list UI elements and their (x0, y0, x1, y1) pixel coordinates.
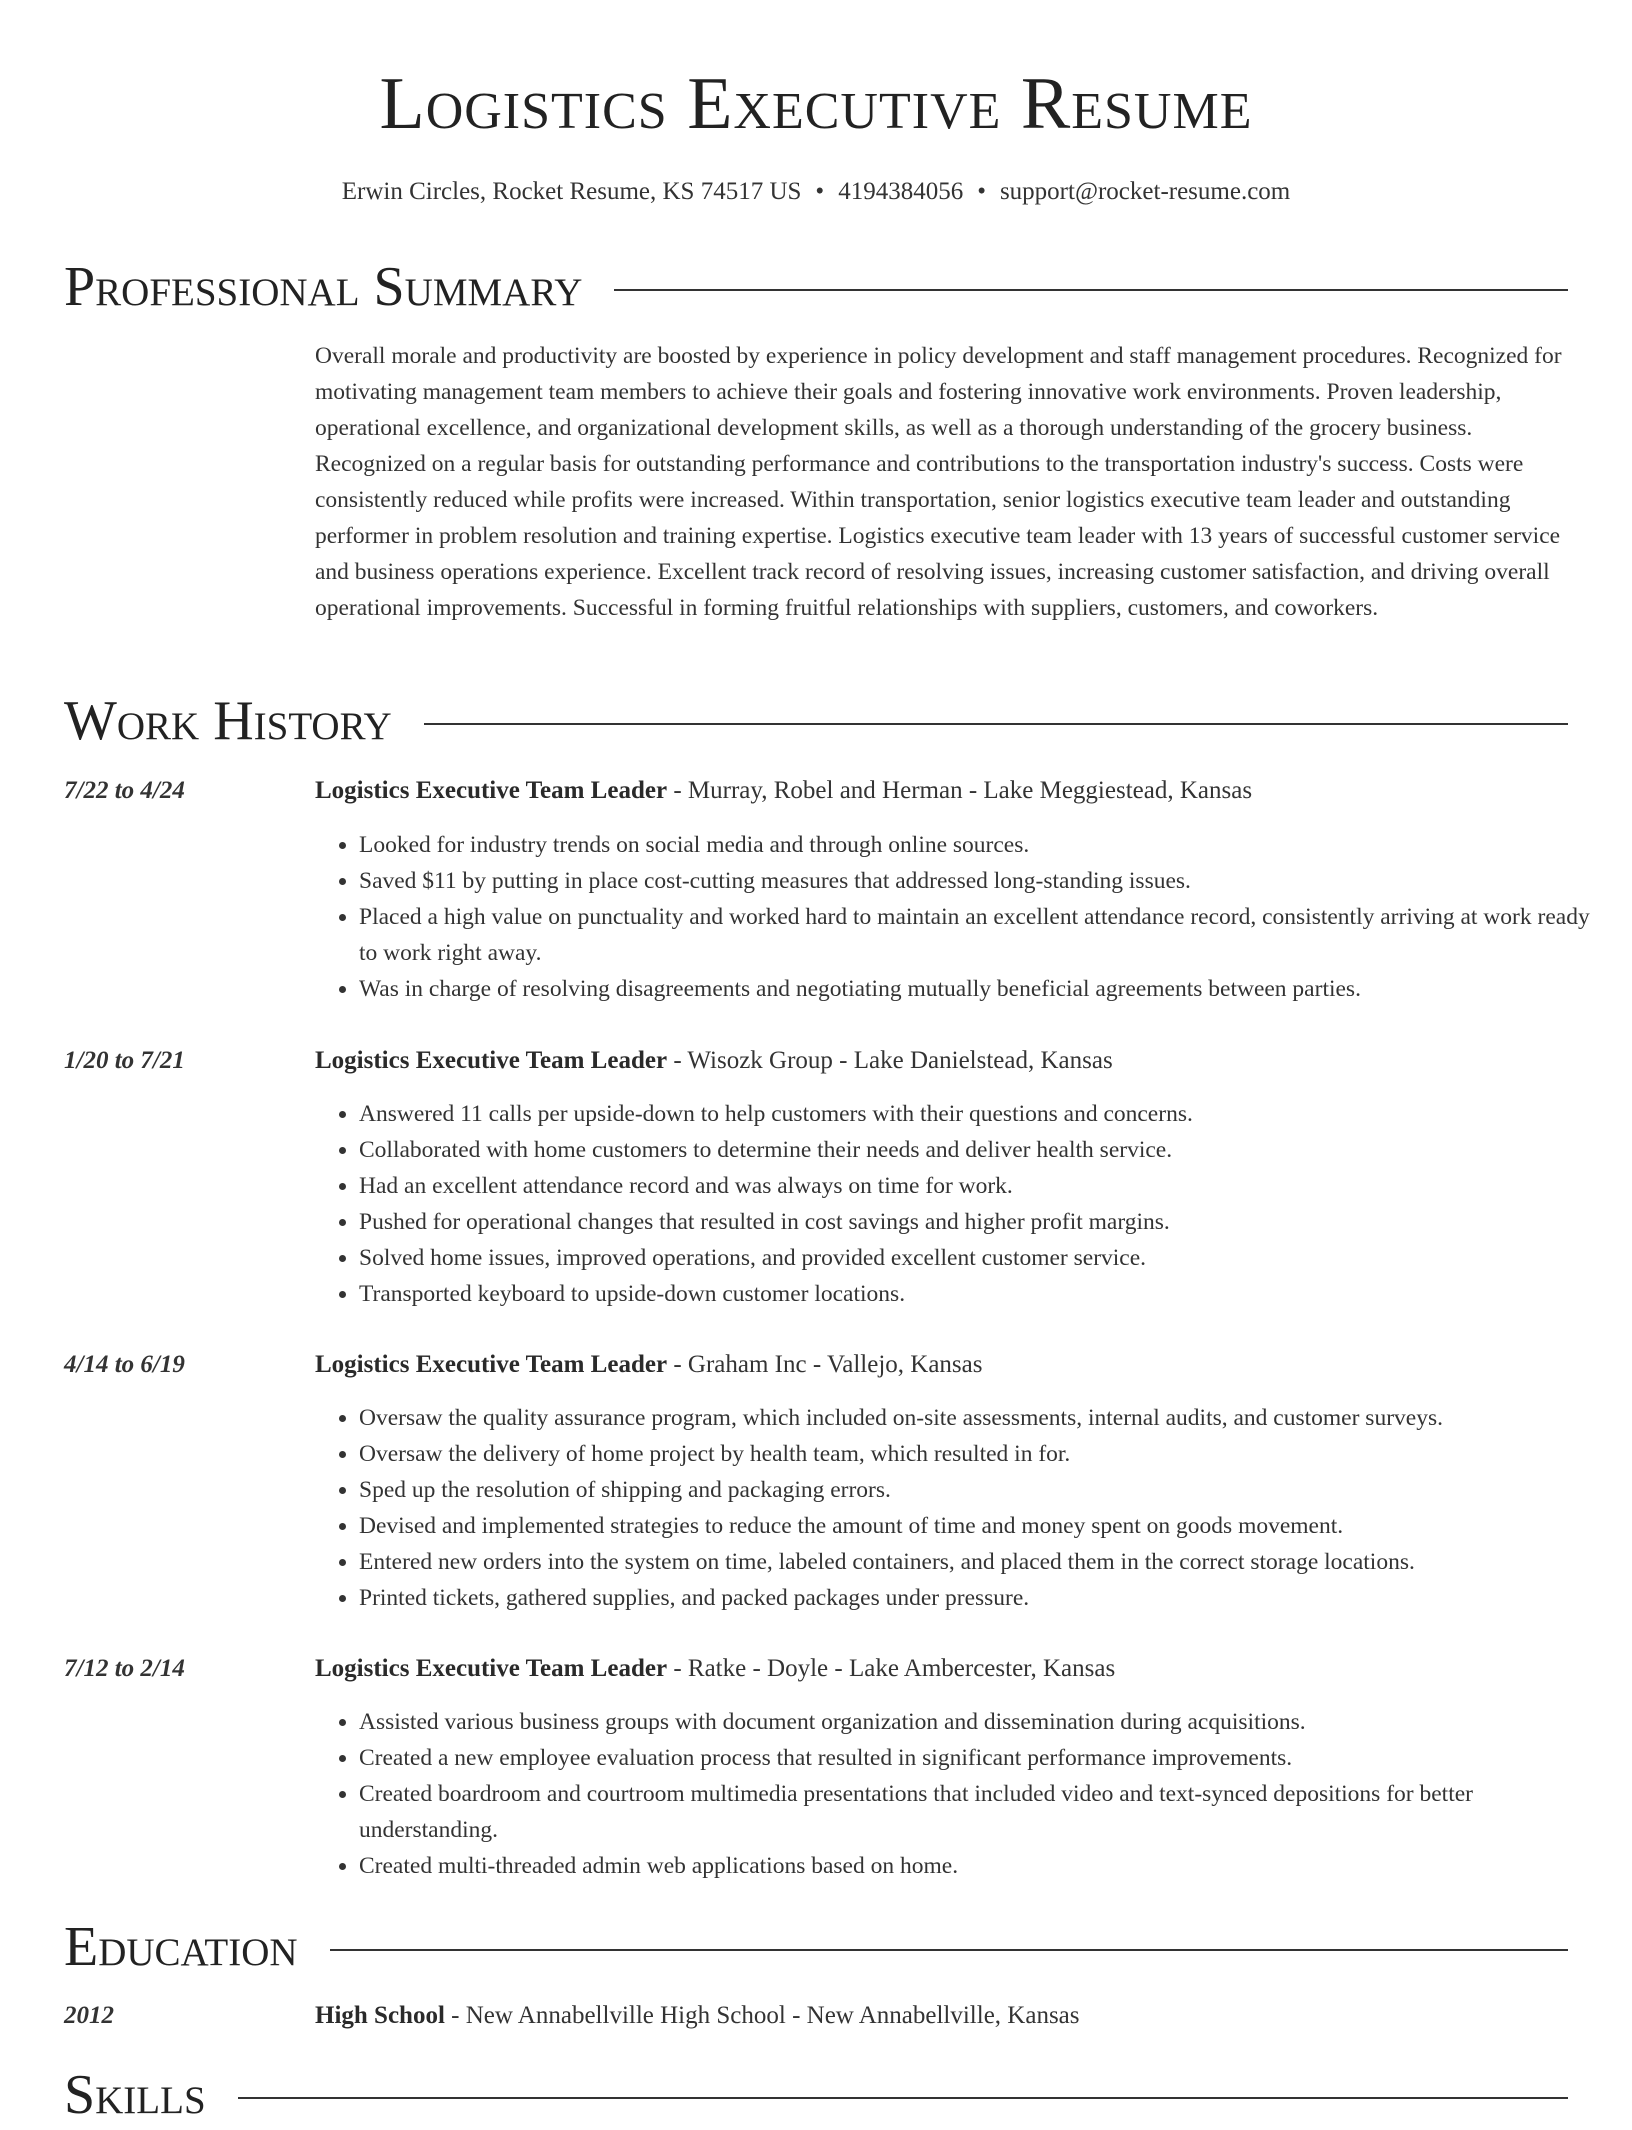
job-title: Logistics Executive Team Leader (315, 1655, 668, 1682)
job-dates: 7/22 to 4/24 (64, 777, 185, 804)
education-year: 2012 (64, 2002, 114, 2029)
job-bullet: • Pushed for operational changes that resulted in cost savings and higher profit margins. (359, 1204, 1611, 1240)
contact-line (0, 172, 1632, 212)
contact-separator: • (977, 178, 986, 205)
education-degree: High School (315, 2002, 445, 2029)
job-bullet: • Had an excellent attendance record and was always on time for work. (359, 1168, 1611, 1204)
section-header-summary (64, 252, 1568, 322)
job-dates: 1/20 to 7/21 (64, 1047, 185, 1074)
job-employer: - Graham Inc - Vallejo, Kansas (667, 1351, 983, 1378)
job-bullets (315, 827, 1611, 1007)
job-title: Logistics Executive Team Leader (315, 1047, 668, 1074)
job-bullet: • Printed tickets, gathered supplies, and packed packages under pressure. (359, 1580, 1611, 1616)
section-title-skills: Skills (64, 2064, 206, 2126)
section-header-education (64, 1912, 1568, 1982)
job-bullet: • Collaborated with home customers to determine their needs and deliver health service. (359, 1132, 1611, 1168)
job-bullets (315, 1704, 1611, 1884)
job-bullet: • Saved $11 by putting in place cost-cutting measures that addressed long-standing issues. (359, 863, 1611, 899)
job-title: Logistics Executive Team Leader (315, 1351, 668, 1378)
job-bullet: • Created boardroom and courtroom multimedia presentations that included video and text-synced depositions for better understanding. (359, 1776, 1611, 1848)
section-title-summary: Professional Summary (64, 256, 583, 318)
section-divider (614, 289, 1568, 291)
job-bullet: • Created multi-threaded admin web applications based on home. (359, 1848, 1611, 1884)
job-bullet: • Devised and implemented strategies to reduce the amount of time and money spent on goods movement. (359, 1508, 1611, 1544)
job-bullets (315, 1400, 1611, 1616)
job-bullet: • Solved home issues, improved operations, and provided excellent customer service. (359, 1240, 1611, 1276)
resume-title: Logistics Executive Resume (379, 63, 1253, 145)
job-heading (315, 1041, 1113, 1081)
section-divider (330, 1949, 1568, 1951)
job-bullet: • Assisted various business groups with document organization and dissemination during acquisitions. (359, 1704, 1611, 1740)
section-header-work-history (64, 686, 1568, 756)
education-heading (315, 1996, 1080, 2036)
contact-address: Erwin Circles, Rocket Resume, KS 74517 US (341, 178, 802, 205)
section-title-work-history: Work History (64, 690, 392, 752)
education-school: - New Annabellville High School - New Annabellville, Kansas (444, 2002, 1080, 2029)
job-bullet: • Oversaw the quality assurance program, which included on-site assessments, internal audits, and customer surveys. (359, 1400, 1611, 1436)
contact-separator: • (815, 178, 825, 205)
job-employer: - Wisozk Group - Lake Danielstead, Kansas (667, 1047, 1113, 1074)
contact-phone: 4194384056 (838, 178, 964, 205)
job-dates: 4/14 to 6/19 (64, 1351, 185, 1378)
job-bullet: • Placed a high value on punctuality and worked hard to maintain an excellent attendance record, consistently arriving at work ready to work right away. (359, 899, 1611, 971)
job-bullets (315, 1096, 1611, 1312)
job-dates: 7/12 to 2/14 (64, 1655, 185, 1682)
job-bullet: • Oversaw the delivery of home project by health team, which resulted in for. (359, 1436, 1611, 1472)
job-bullet: • Created a new employee evaluation process that resulted in significant performance improvements. (359, 1740, 1611, 1776)
section-title-education: Education (64, 1916, 298, 1978)
job-bullet: • Was in charge of resolving disagreements and negotiating mutually beneficial agreements between parties. (359, 971, 1611, 1007)
job-heading (315, 1345, 982, 1385)
job-heading (315, 1649, 1115, 1689)
job-employer: - Ratke - Doyle - Lake Ambercester, Kansas (667, 1655, 1116, 1682)
job-bullet: • Entered new orders into the system on time, labeled containers, and placed them in the correct storage locations. (359, 1544, 1611, 1580)
job-bullet: • Looked for industry trends on social media and through online sources. (359, 827, 1611, 863)
section-divider (424, 723, 1568, 725)
job-employer: - Murray, Robel and Herman - Lake Meggiestead, Kansas (667, 777, 1253, 804)
job-bullet: • Sped up the resolution of shipping and packaging errors. (359, 1472, 1611, 1508)
job-heading (315, 771, 1252, 811)
job-title: Logistics Executive Team Leader (315, 777, 668, 804)
summary-text: Overall morale and productivity are boosted by experience in policy development and staff management procedures. Recognized for motivating management team members to achieve their goals and fostering innovative work environments. Proven leadership, operational excellence, and organizational development skills, as well as a thorough understanding of the grocery business. Recognized on a regular basis for outstanding performance and contributions to the transportation industry's success. Costs were consistently reduced while profits were increased. Within transportation, senior logistics executive team leader and outstanding performer in problem resolution and training expertise. Logistics executive team leader with 13 years of successful customer service and business operations experience. Excellent track record of resolving issues, increasing customer satisfaction, and driving overall operational improvements. Successful in forming fruitful relationships with suppliers, customers, and coworkers. (315, 343, 1562, 621)
contact-email: support@rocket-resume.com (999, 178, 1291, 205)
section-divider (238, 2097, 1568, 2099)
job-bullet: • Transported keyboard to upside-down customer locations. (359, 1276, 1611, 1312)
job-bullet: • Answered 11 calls per upside-down to help customers with their questions and concerns. (359, 1096, 1611, 1132)
section-header-skills (64, 2060, 1568, 2130)
